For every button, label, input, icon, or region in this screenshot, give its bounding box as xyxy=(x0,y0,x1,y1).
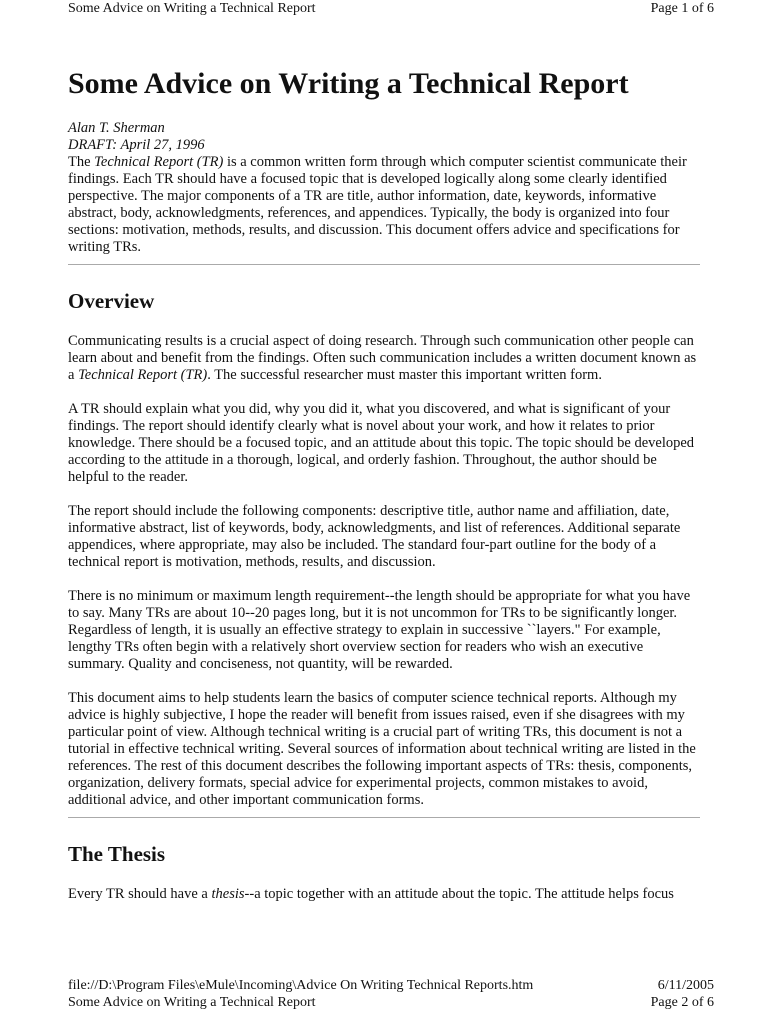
intro-emphasis: Technical Report (TR) xyxy=(94,154,224,170)
header-page-number: Page 1 of 6 xyxy=(650,1,714,16)
section-heading-thesis: The Thesis xyxy=(68,842,166,866)
footer-date: 6/11/2005 xyxy=(657,978,714,993)
draft-date: DRAFT: April 27, 1996 xyxy=(68,137,205,153)
intro-text-end: is a common written form through which computer scientist communicate their findings. Each TR should have a focused topic that is developed logically along some clearly identified perspective. The major components of a TR are title, author information, date, keywords, informative abstract, body, acknowledgments, references, and appendices. Typically, the body is organized into four sections: motivation, methods, results, and discussion. This document offers advice and specifications for writing TRs. xyxy=(68,154,687,255)
section-divider xyxy=(68,264,700,265)
document-title: Some Advice on Writing a Technical Report xyxy=(68,67,629,100)
document-body xyxy=(68,64,700,903)
thesis-p1-emphasis: thesis xyxy=(211,886,245,902)
author-block xyxy=(68,120,700,154)
overview-paragraph-3: The report should include the following components: descriptive title, author name and affiliation, date, informative abstract, list of keywords, body, acknowledgments, and list of references. Additional separate appendices, where appropriate, may also be included. The standard four-part outline for the body of a technical report is motivation, methods, results, and discussion. xyxy=(68,503,681,570)
thesis-p1-end: --a topic together with an attitude about the topic. The attitude helps focus xyxy=(244,886,674,902)
next-page-number: Page 2 of 6 xyxy=(650,995,714,1010)
next-page-title: Some Advice on Writing a Technical Report xyxy=(68,995,316,1010)
thesis-p1-start: Every TR should have a xyxy=(68,886,212,902)
overview-p1-end: . The successful researcher must master this important written form. xyxy=(207,367,602,383)
section-divider xyxy=(68,817,700,818)
section-heading-overview: Overview xyxy=(68,289,155,313)
page-header xyxy=(68,1,714,17)
author-name: Alan T. Sherman xyxy=(68,120,165,136)
overview-p1-emphasis: Technical Report (TR) xyxy=(78,367,208,383)
overview-paragraph-2: A TR should explain what you did, why you did it, what you discovered, and what is significant of your findings. The report should identify clearly what is novel about your work, and how it relates to prior knowledge. There should be a focused topic, and an attitude about this topic. The topic should be developed according to the attitude in a thorough, logical, and orderly fashion. Throughout, the author should be helpful to the reader. xyxy=(68,401,695,485)
intro-text-start: The xyxy=(68,154,95,170)
thesis-paragraph-1 xyxy=(68,886,700,903)
page-footer xyxy=(68,978,714,994)
header-title: Some Advice on Writing a Technical Report xyxy=(68,1,316,16)
footer-file-path: file://D:\Program Files\eMule\Incoming\Advice On Writing Technical Reports.htm xyxy=(68,978,534,993)
overview-paragraph-5: This document aims to help students learn the basics of computer science technical reports. Although my advice is highly subjective, I hope the reader will benefit from issues raised, even if she disagrees with my particular point of view. Although technical writing is a crucial part of writing TRs, this document is not a tutorial in effective technical writing. Several sources of information about technical writing are listed in the references. The rest of this document describes the following important aspects of TRs: thesis, components, organization, delivery formats, special advice for experimental projects, common mistakes to avoid, additional advice, and other important communication forms. xyxy=(68,690,696,808)
next-page-header xyxy=(68,995,714,1011)
intro-paragraph xyxy=(68,154,700,256)
overview-paragraph-1 xyxy=(68,333,700,384)
overview-paragraph-4: There is no minimum or maximum length requirement--the length should be appropriate for what you have to say. Many TRs are about 10--20 pages long, but it is not uncommon for TRs to be significantly longer. Regardless of length, it is usually an effective strategy to explain in successive ``layers." For example, lengthy TRs often begin with a relatively short overview section for readers who wish an executive summary. Quality and conciseness, not quantity, will be rewarded. xyxy=(68,588,691,672)
overview-p1-start: Communicating results is a crucial aspect of doing research. Through such communication other people can learn about and benefit from the findings. Often such communication includes a written document known as a xyxy=(68,333,697,383)
